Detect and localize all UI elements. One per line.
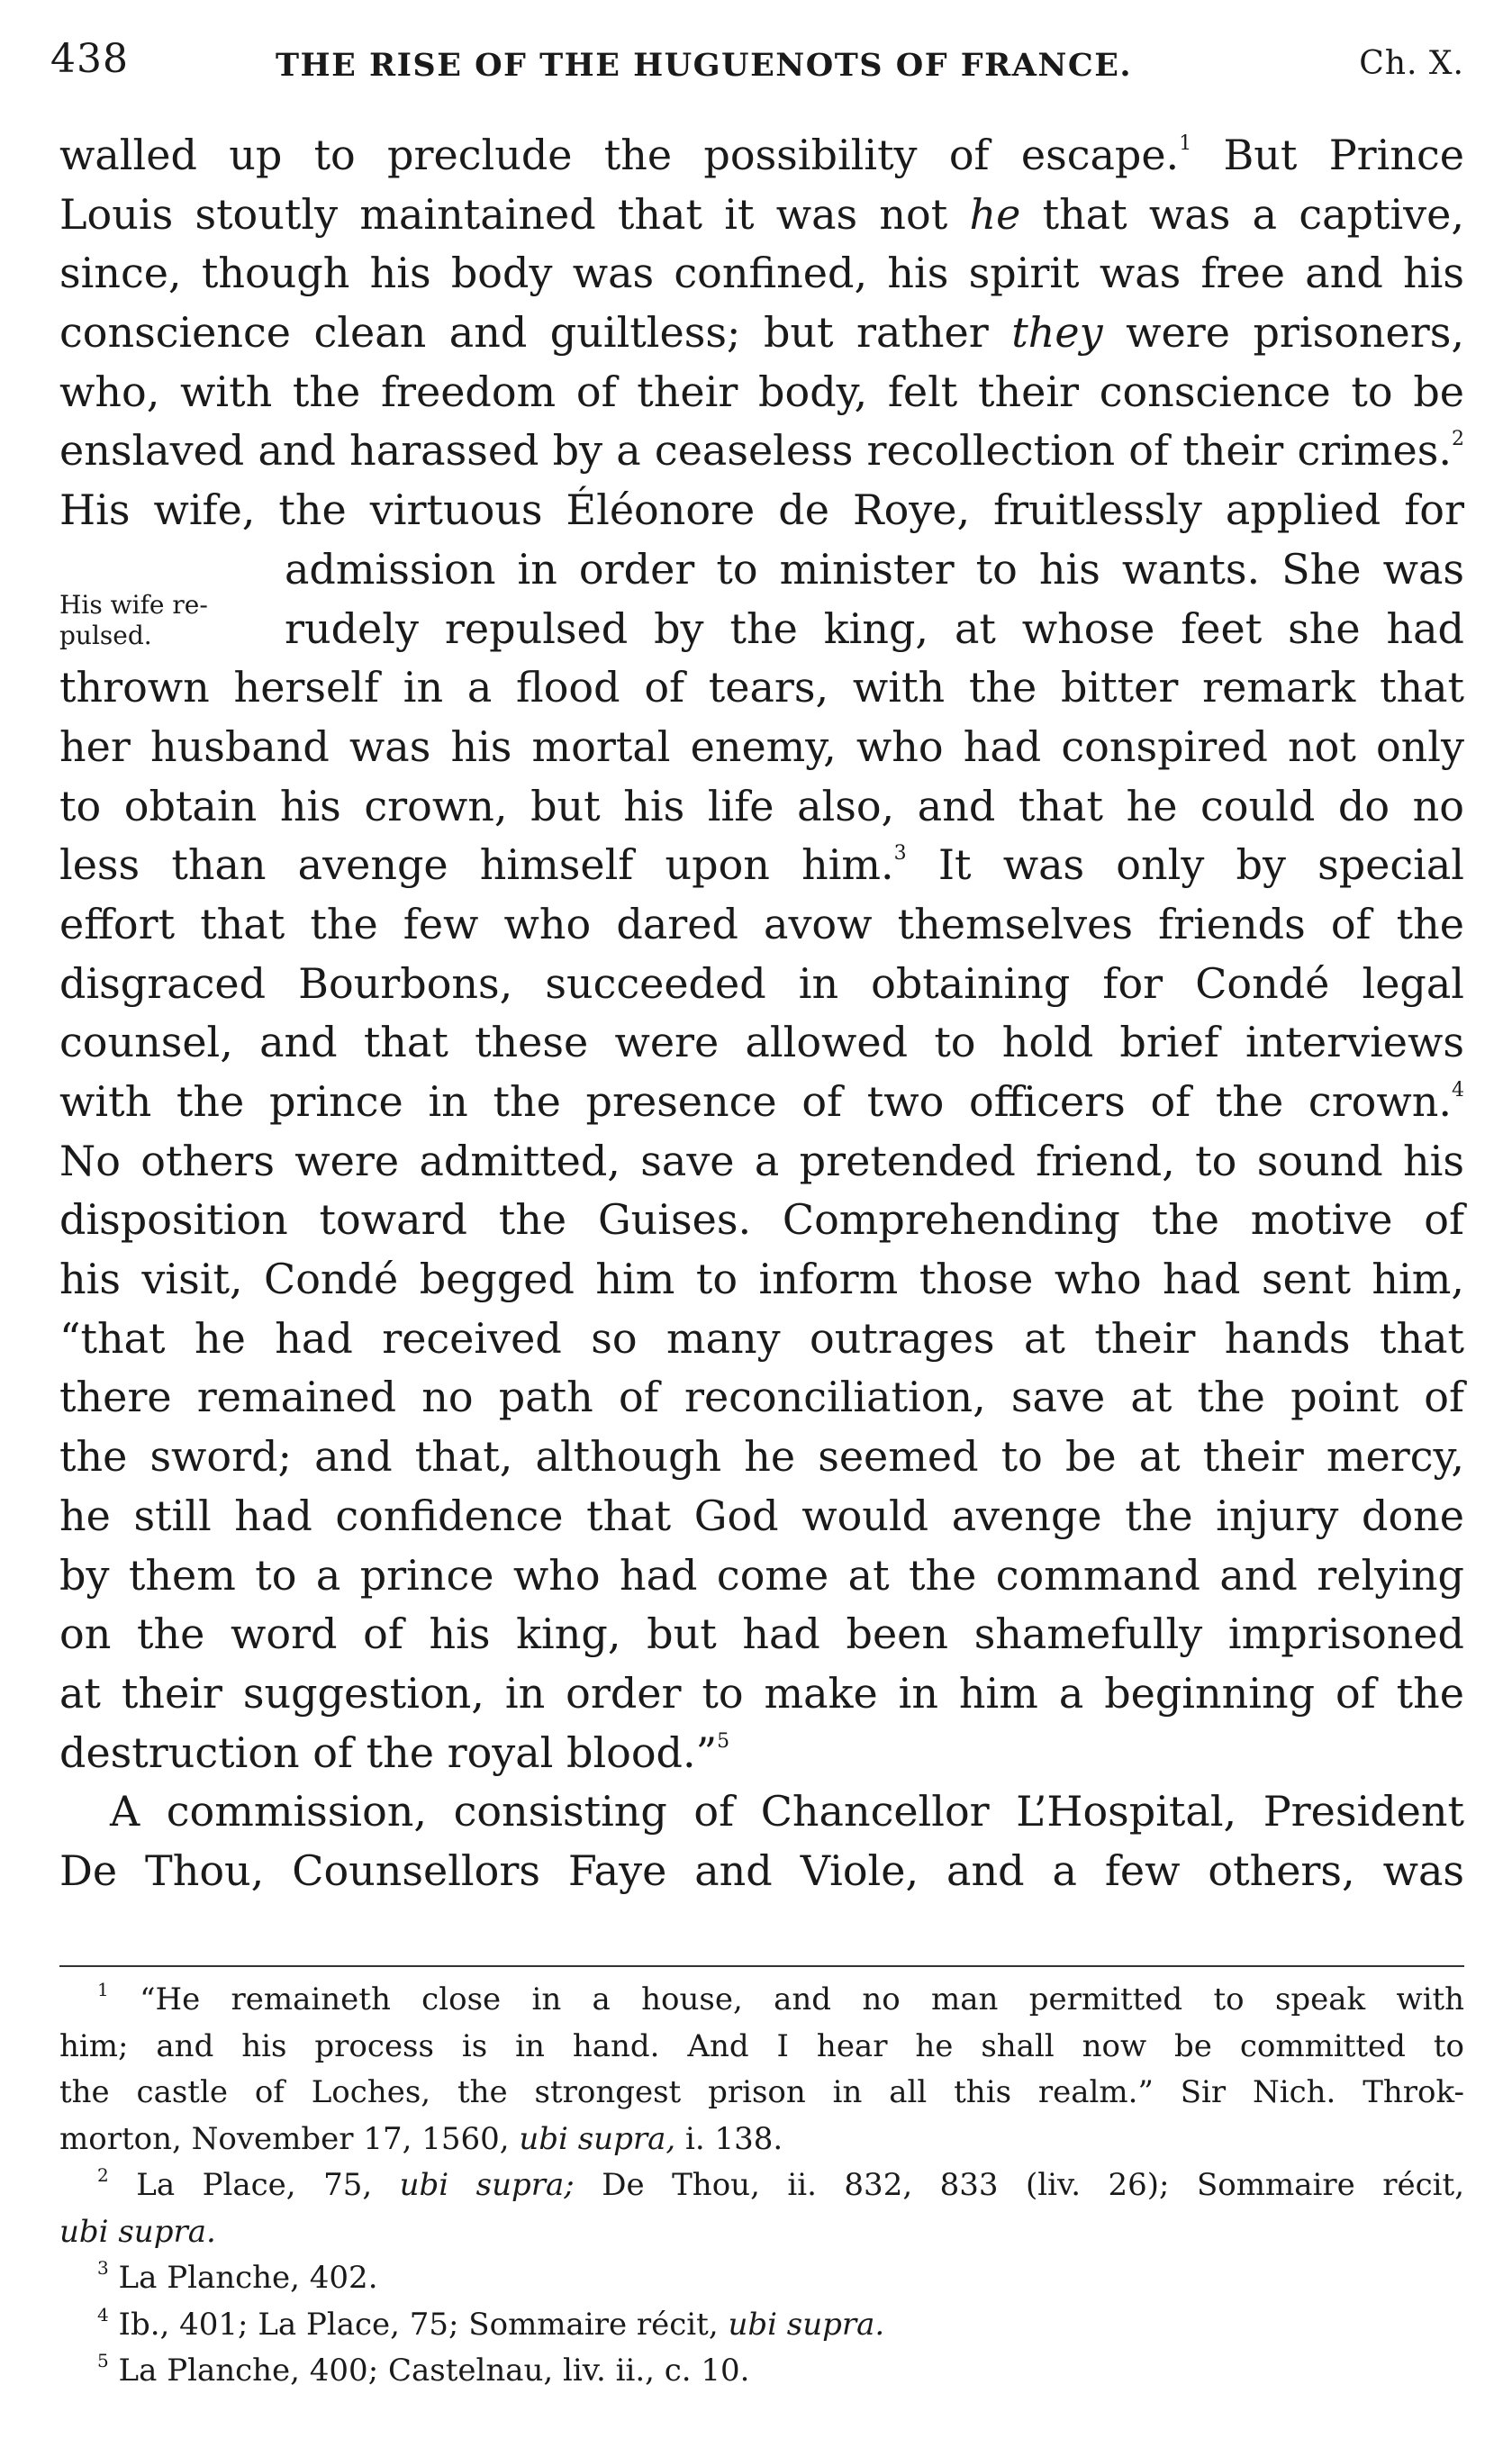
running-head (50, 36, 1464, 99)
text-line: with the prince in the presence of two officers of the crown.$^4$ (59, 1077, 1464, 1126)
footnote-line: $^5$ La Planche, 400; Castelnau, liv. ii., c. 10. (97, 2350, 750, 2389)
text-line: rudely repulsed by the king, at whose feet she had (285, 603, 1464, 653)
footnote-number: 2 (97, 2164, 109, 2186)
text-line: thrown herself in a flood of tears, with the bitter remark that (59, 663, 1464, 712)
text-line: to obtain his crown, but his life also, and that he could do no (59, 781, 1464, 830)
text-line: enslaved and harassed by a ceaseless recollection of their crimes.$^2$ (59, 426, 1464, 476)
page-number: 438 (50, 36, 129, 82)
footnote-ref: 4 (1452, 1079, 1464, 1102)
text-line: on the word of his king, but had been shamefully imprisoned (59, 1609, 1464, 1659)
body-text (59, 126, 1464, 1901)
footnote-line: $^4$ Ib., 401; La Place, 75; Sommaire récit, ubi supra. (97, 2303, 885, 2343)
footnote-ref: 5 (717, 1729, 730, 1753)
text-line: his visit, Condé begged him to inform those who had sent him, (59, 1255, 1464, 1304)
text-line: at their suggestion, in order to make in him a beginning of the (59, 1668, 1464, 1718)
text-line: he still had confidence that God would avenge the injury done (59, 1491, 1464, 1540)
text-line: since, though his body was confined, his spirit was free and his (59, 249, 1464, 298)
text-line: by them to a prince who had come at the command and relying (59, 1550, 1464, 1600)
footnote-number: 4 (97, 2303, 109, 2326)
text-line: No others were admitted, save a pretended friend, to sound his (59, 1136, 1464, 1185)
text-line: “that he had received so many outrages at their hands that (59, 1313, 1464, 1363)
text-line: disposition toward the Guises. Comprehending the motive of (59, 1195, 1464, 1245)
footnote-line: the castle of Loches, the strongest prison in all this realm.” Sir Nich. Throk- (59, 2074, 1464, 2110)
text-line: De Thou, Counsellors Faye and Viole, and a few others, was (59, 1845, 1464, 1895)
footnote-number: 1 (97, 1979, 109, 2000)
text-line: the sword; and that, although he seemed to be at their mercy, (59, 1432, 1464, 1482)
margin-note-line: His wife re- (59, 590, 208, 620)
text-line: effort that the few who dared avow themselves friends of the (59, 899, 1464, 948)
text-line: His wife, the virtuous Éléonore de Roye, fruitlessly applied for (59, 485, 1464, 535)
text-line: counsel, and that these were allowed to hold brief interviews (59, 1018, 1464, 1067)
footnote-number: 5 (97, 2350, 109, 2371)
text-line: A commission, consisting of Chancellor L’Hospital, President (110, 1787, 1464, 1836)
footnote-line: ubi supra. (59, 2213, 216, 2250)
footnote-rule (59, 1965, 1464, 1967)
text-line: disgraced Bourbons, succeeded in obtaining for Condé legal (59, 958, 1464, 1008)
chapter-label: Ch. X. (1359, 45, 1464, 82)
footnote-number: 3 (97, 2257, 109, 2279)
text-line: less than avenge himself upon him.$^3$ It was only by special (59, 840, 1464, 890)
footnote-line: morton, November 17, 1560, ubi supra, i. 138. (59, 2120, 783, 2157)
running-title: THE RISE OF THE HUGUENOTS OF FRANCE. (276, 47, 1133, 84)
text-line: Louis stoutly maintained that it was not he that was a captive, (59, 189, 1464, 239)
footnote-line: $^3$ La Planche, 402. (97, 2257, 378, 2296)
footnotes (59, 1977, 1464, 2395)
text-line: her husband was his mortal enemy, who had conspired not only (59, 721, 1464, 771)
text-line: admission in order to minister to his wants. She was (285, 544, 1464, 594)
text-line: conscience clean and guiltless; but rather they were prisoners, (59, 308, 1464, 358)
footnote-line: him; and his process is in hand. And I hear he shall now be committed to (59, 2027, 1464, 2064)
footnote-ref: 1 (1179, 132, 1192, 155)
text-line: destruction of the royal blood.”$^5$ (59, 1727, 730, 1777)
text-line: walled up to preclude the possibility of escape.$^1$ But Prince (59, 131, 1464, 179)
margin-note-line: pulsed. (59, 621, 152, 650)
footnote-line: $^2$ La Place, 75, ubi supra; De Thou, ii. 832, 833 (liv. 26); Sommaire récit, (97, 2164, 1464, 2203)
footnote-ref: 3 (893, 842, 907, 866)
footnote-line: $^1$ “He remaineth close in a house, and no man permitted to speak with (97, 1979, 1465, 2017)
text-line: there remained no path of reconciliation, save at the point of (59, 1373, 1464, 1422)
footnote-ref: 2 (1452, 428, 1464, 451)
text-line: who, with the freedom of their body, felt their conscience to be (59, 367, 1464, 416)
